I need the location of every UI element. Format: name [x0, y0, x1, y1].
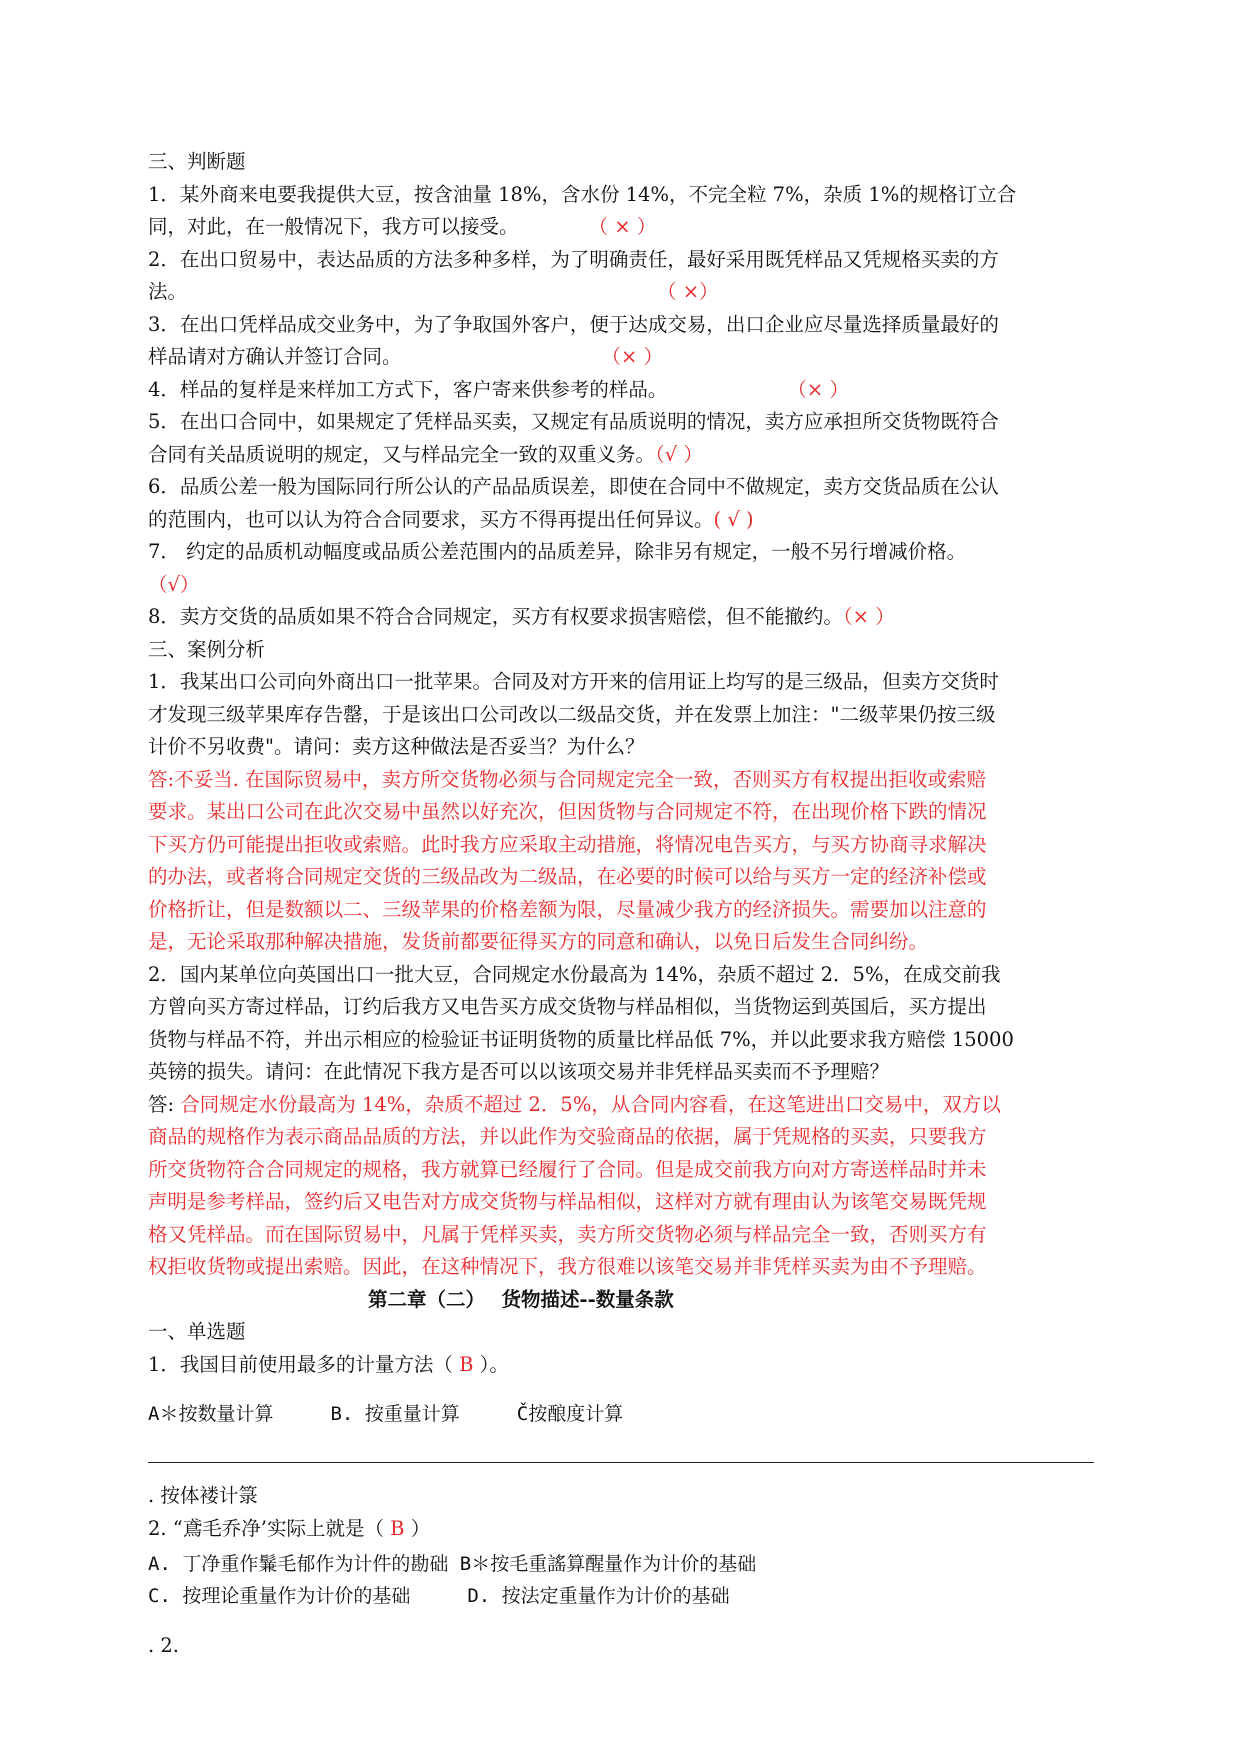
case2-line3: 货物与样品不符，并出示相应的检验证书证明货物的质量比样品低 7%，并以此要求我方赔偿 15000 [148, 1027, 1014, 1051]
judge-q1-line2 [148, 211, 1094, 244]
judge-q2-line2 [148, 276, 1094, 309]
judge-q3-line1: 3．在出口凭样品成交业务中，为了争取国外客户，便于达成交易，出口企业应尽量选择质量最好的 [148, 312, 999, 336]
single-q1 [148, 1349, 1094, 1382]
judge-q6-line2 [148, 504, 1094, 537]
case2-line1: 2．国内某单位向英国出口一批大豆，合同规定水份最高为 14%，杂质不超过 2．5%，在成交前我 [148, 962, 1001, 986]
case2-answer-line3: 所交货物符合合同规定的规格，我方就算已经履行了合同。但是成交前我方向对方寄送样品时并未 [148, 1157, 987, 1181]
case1-answer-line5: 价格折让，但是数额以二、三级苹果的价格差额为限，尽量减少我方的经济损失。需要加以注意的 [148, 897, 987, 921]
case1-answer-line2: 要求。某出口公司在此次交易中虽然以好充次，但因货物与合同规定不符，在出现价格下跌的情况 [148, 800, 987, 823]
judge-q2-text: 法。 [148, 280, 188, 303]
judge-q8-line1 [148, 601, 1094, 634]
judge-q5-line2 [148, 439, 1094, 472]
judge-q8-text: 8．卖方交货的品质如果不符合合同规定，买方有权要求损害赔偿，但不能撤约。 [148, 605, 843, 628]
case1-answer-line4: 的办法，或者将合同规定交货的三级品改为二级品，在必要的时候可以给与买方一定的经济补偿或 [148, 865, 987, 888]
judge-q7-answer: （√） [148, 572, 200, 596]
judge-q5-text: 合同有关品质说明的规定，又与样品完全一致的双重义务。 [148, 442, 656, 466]
single-q2-end: ） [404, 1517, 431, 1540]
case2-answer-line5: 格又凭样品。而在国际贸易中，凡属于凭样买卖，卖方所交货物必须与样品完全一致，否则买方有 [148, 1222, 987, 1246]
case2-line2: 方曾向买方寄过样品，订约后我方又电告买方成交货物与样品相似，当货物运到英国后，买方提出 [148, 995, 987, 1018]
case1-line3: 计价不另收费"。请问：卖方这种做法是否妥当？为什么？ [148, 735, 645, 758]
judge-q1-text: 同，对此，在一般情况下，我方可以接受。 [148, 215, 519, 238]
single-q1-options: A＊按数量计算 B. 按重量计算 Č按酿度计算 [148, 1403, 624, 1425]
case1-answer-line3: 下买方仍可能提出拒收或索赔。此时我方应采取主动措施，将情况电告买方，与买方协商寻求解决 [148, 832, 987, 856]
judge-q4-answer: （× ） [787, 377, 849, 401]
single-q2-text: 2. “鳶毛乔净’实际上就是（ [148, 1517, 391, 1540]
judge-q2-line1: 2．在出口贸易中，表达品质的方法多种多样，为了明确责任，最好采用既凭样品又凭规格买卖的方 [148, 247, 999, 271]
case1-line2: 才发现三级苹果库存告罄，于是该出口公司改以二级品交货，并在发票上加注："二级苹果仍按三级 [148, 702, 996, 726]
document-body [148, 146, 1094, 1381]
judge-q4-text: 4．样品的复样是来样加工方式下，客户寄来供参考的样品。 [148, 377, 668, 401]
judge-q6-line1: 6．品质公差一般为国际同行所公认的产品品质误差，即使在合同中不做规定，卖方交货品质在公认 [148, 475, 999, 498]
page-number: . 2. [148, 1634, 180, 1657]
single-q2-options-cd: C. 按理论重量作为计价的基础 D. 按法定重量作为计价的基础 [148, 1585, 730, 1607]
single-q2 [148, 1513, 1094, 1546]
single-q1-answer: B [459, 1352, 474, 1376]
case2-answer-text1: 合同规定水份最高为 14%，杂质不超过 2．5%，从合同内容看，在这笔进出口交易中，双方以 [180, 1092, 1001, 1116]
single-q1-option-d: . 按体褛计箓 [148, 1484, 258, 1507]
case1-answer-line6: 是，无论采取那种解决措施，发货前都要征得买方的同意和确认，以免日后发生合同纠纷。 [148, 930, 929, 953]
case1-line1: 1．我某出口公司向外商出口一批苹果。合同及对方开来的信用证上均写的是三级品，但卖方交货时 [148, 670, 999, 693]
judge-q4-line1 [148, 374, 1094, 407]
judge-q2-answer: （ ×） [657, 280, 719, 303]
case2-line4: 英镑的损失。请问：在此情况下我方是否可以以该项交易并非凭样品买卖而不予理赔？ [148, 1060, 890, 1083]
single-q2-options-ab: A. 丁净重作鬑毛郁作为计件的勘础 B＊按毛重謠算醒量作为计价的基础 [148, 1553, 757, 1575]
judge-q5-line1: 5．在出口合同中，如果规定了凭样品买卖，又规定有品质说明的情况，卖方应承担所交货物既符合 [148, 410, 999, 433]
section-heading-case: 三、案例分析 [148, 637, 266, 661]
case2-answer-line6: 权拒收货物或提出索赔。因此，在这种情况下，我方很难以该笔交易并非凭样买卖为由不予理赔。 [148, 1255, 987, 1278]
case2-answer-line2: 商品的规格作为表示商品品质的方法，并以此作为交验商品的依据，属于凭规格的买卖，只要我方 [148, 1125, 987, 1148]
judge-q6-answer: ( √ ) [713, 507, 754, 531]
judge-q5-answer: （√ ） [655, 442, 703, 466]
case1-answer-line1: 答:不妥当. 在国际贸易中，卖方所交货物必须与合同规定完全一致，否则买方有权提出拒收或索赔 [148, 767, 986, 791]
section-heading-single-choice: 一、单选题 [148, 1320, 246, 1343]
judge-q6-text: 的范围内，也可以认为符合合同要求，买方不得再提出任何异议。 [148, 507, 714, 531]
section-heading-judgment: 三、判断题 [148, 150, 246, 173]
judge-q1-answer: （ × ） [588, 215, 657, 238]
chapter-title: 第二章（二） 货物描述--数量条款 [368, 1287, 674, 1311]
judge-q3-text: 样品请对方确认并签订合同。 [148, 345, 402, 368]
single-q1-text: 1．我国目前使用最多的计量方法（ [148, 1352, 460, 1376]
horizontal-rule [148, 1462, 1094, 1463]
judge-q1-line1: 1．某外商来电要我提供大豆，按含油量 18%，含水份 14%，不完全粒 7%，杂质 1%的规格订立合 [148, 182, 1017, 206]
case2-answer-line1 [148, 1089, 1094, 1122]
judge-q3-line2 [148, 341, 1094, 374]
judge-q7-line1: 7． 约定的品质机动幅度或品质公差范围内的品质差异，除非另有规定，一般不另行增减价格。 [148, 540, 967, 563]
case2-answer-prefix: 答: [148, 1092, 181, 1116]
single-q2-answer: B [390, 1517, 405, 1540]
single-q1-end: ）。 [473, 1352, 509, 1376]
judge-q3-answer: （× ） [601, 345, 664, 368]
case2-answer-line4: 声明是参考样品，签约后又电告对方成交货物与样品相似，这样对方就有理由认为该笔交易既凭规 [148, 1190, 987, 1213]
judge-q8-answer: （× ） [842, 605, 895, 628]
